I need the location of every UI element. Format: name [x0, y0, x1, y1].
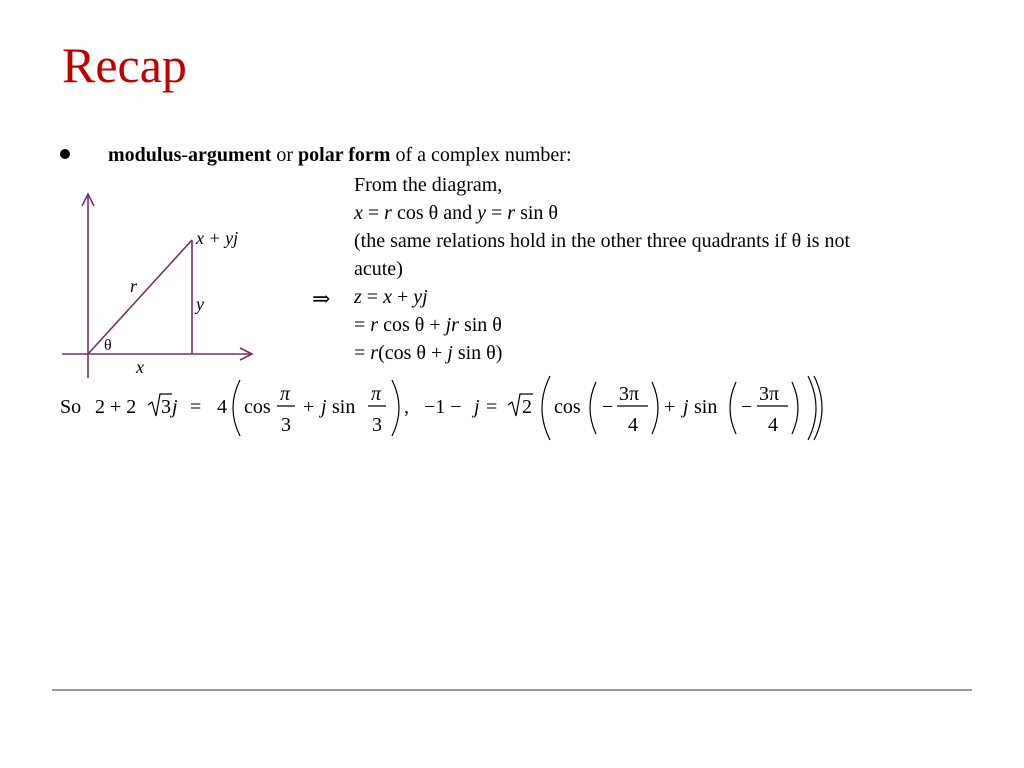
connector-or: or	[271, 144, 299, 166]
bullet-dot	[60, 149, 70, 159]
bold-argument: argument	[188, 144, 272, 166]
var-r: r	[370, 314, 379, 336]
point-label: x + yj	[196, 228, 239, 248]
bullet-line	[60, 144, 572, 167]
implies-arrow: ⇒	[312, 286, 331, 311]
den-3-2: 3	[372, 414, 382, 436]
comma: ,	[404, 396, 409, 418]
equals-1: =	[190, 396, 202, 418]
text: =	[485, 202, 508, 224]
den-4-2: 4	[768, 414, 778, 436]
text: cos θ and	[391, 202, 478, 224]
explanation-block	[354, 171, 850, 367]
minus-2: −	[741, 396, 753, 418]
modulus-4: 4	[217, 396, 227, 418]
line-quadrants: (the same relations hold in the other three quadrants if θ is not	[354, 230, 851, 252]
text: +	[391, 286, 414, 308]
cos-1: cos	[244, 396, 271, 418]
polar-examples	[60, 372, 880, 444]
line-z	[354, 283, 850, 311]
var-x: x	[383, 286, 392, 308]
threepi-1: 3π	[619, 383, 640, 405]
sqrt-radicand-2: 2	[522, 396, 532, 418]
var-yj: yj	[413, 286, 428, 308]
hyphen: -	[181, 144, 189, 166]
minus-1: −	[602, 396, 614, 418]
y-label: y	[196, 294, 204, 314]
paren-close-2a	[808, 376, 816, 440]
text: sin θ	[458, 314, 502, 336]
lhs-j: j	[172, 396, 178, 418]
line-relations	[354, 199, 850, 227]
plus-2: +	[664, 396, 676, 418]
var-r: r	[370, 342, 379, 364]
den-4-1: 4	[628, 414, 638, 436]
var-j: j	[447, 342, 453, 364]
line-rcos	[354, 311, 850, 339]
x-label: x	[136, 357, 144, 377]
paren-open-4	[730, 382, 736, 434]
equals-2: =	[486, 396, 498, 418]
paren-open-3	[590, 382, 596, 434]
j-1: j	[321, 396, 327, 418]
paren-close-3	[652, 382, 658, 434]
paren-close-1	[392, 380, 399, 436]
text: =	[361, 286, 384, 308]
pi-num-1: π	[280, 383, 291, 405]
line-from-diagram: From the diagram,	[354, 174, 503, 196]
lhs-1: 2 + 2	[95, 396, 137, 418]
pi-num-2: π	[371, 383, 382, 405]
den-3-1: 3	[281, 414, 291, 436]
slide-title: Recap	[62, 37, 187, 93]
paren-open-1	[233, 380, 240, 436]
bold-polar-form: polar form	[298, 144, 391, 166]
var-jr: jr	[445, 314, 459, 336]
plus-1: +	[303, 396, 315, 418]
bullet-tail: of a complex number:	[390, 144, 572, 166]
var-r: r	[507, 202, 516, 224]
j-2: j	[683, 396, 689, 418]
paren-close-2b	[814, 376, 822, 440]
paren-open-2	[542, 376, 550, 440]
text: =	[362, 202, 385, 224]
text: (cos θ +	[378, 342, 448, 364]
text: sin θ)	[452, 342, 503, 364]
text: cos θ +	[378, 314, 446, 336]
text: sin θ	[515, 202, 558, 224]
sin-2: sin	[694, 396, 718, 418]
r-label: r	[130, 276, 138, 296]
sqrt-radicand-3: 3	[161, 396, 171, 418]
text: =	[354, 314, 371, 336]
var-z: z	[354, 286, 362, 308]
sin-1: sin	[332, 396, 356, 418]
var-r: r	[384, 202, 392, 224]
bold-modulus: modulus	[108, 144, 182, 166]
theta-label: θ	[104, 337, 112, 354]
var-y: y	[477, 202, 486, 224]
cos-2: cos	[554, 396, 581, 418]
footer-rule	[52, 689, 972, 691]
argand-diagram	[58, 188, 268, 383]
lhs-2-j: j	[474, 396, 480, 418]
threepi-2: 3π	[759, 383, 780, 405]
text: =	[354, 342, 371, 364]
line-polar	[354, 339, 850, 367]
lhs-2: −1 −	[424, 396, 467, 418]
var-x: x	[354, 202, 363, 224]
so-word: So	[60, 396, 82, 418]
paren-close-4	[792, 382, 798, 434]
line-acute: acute)	[354, 258, 403, 280]
